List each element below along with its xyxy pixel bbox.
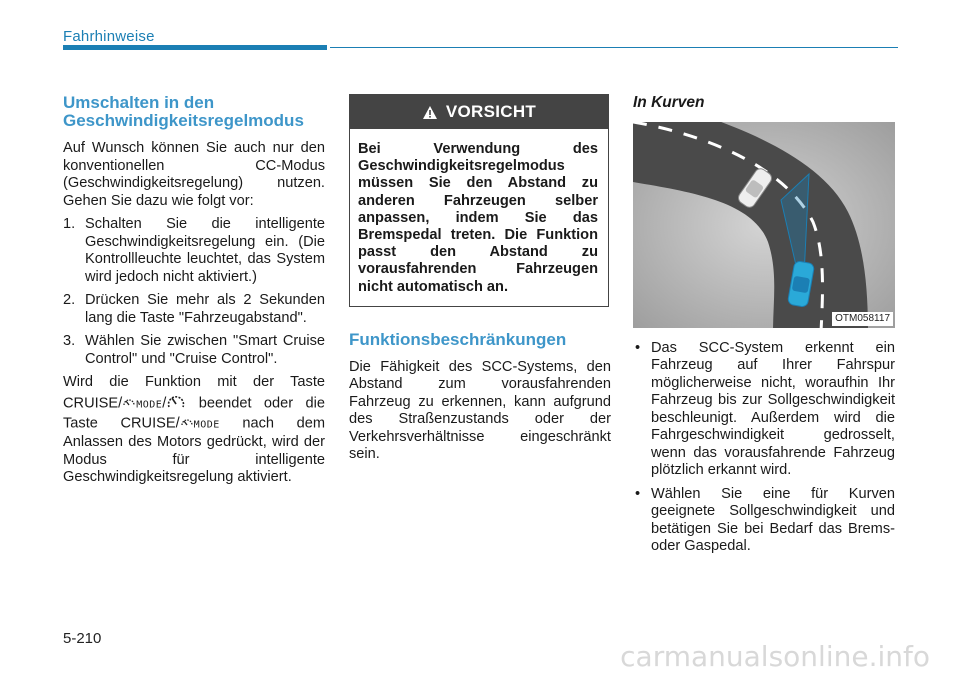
- caution-header: [350, 95, 608, 129]
- section-title-limitations: Funktionsbeschränkungen: [349, 329, 567, 349]
- step-text: Drücken Sie mehr als 2 Sekunden lang die Taste "Fahrzeugabstand".: [85, 292, 325, 326]
- list-item: [633, 340, 895, 480]
- page-number: 5-210: [63, 630, 102, 647]
- step-number: 3.: [63, 333, 76, 349]
- caution-box: [349, 94, 609, 307]
- limitations-paragraph: Die Fähigkeit des SCC-Systems, den Abstand zum vorausfahrenden Fahrzeug zu erkennen, kann aufgrund des Straßenzustands oder der Verkehrsverhältnisse eingeschränkt sein.: [349, 358, 611, 463]
- list-item: [63, 333, 325, 368]
- section-title-mode-switch: Umschalten in den Geschwindigkeitsregelmodus: [63, 93, 304, 130]
- bullet-text: Wählen Sie eine für Kurven geeignete Sollgeschwindigkeit und betätigen Sie bei Bedarf das Brems- oder Gaspedal.: [651, 485, 895, 554]
- curve-illustration: [633, 122, 895, 328]
- mode-paragraph-part-a: Wird die Funktion mit der Taste CRUISE/: [63, 374, 325, 412]
- column-right: [633, 94, 895, 562]
- step-number: 1.: [63, 216, 76, 232]
- subheading-curves: In Kurven: [633, 94, 705, 111]
- mode-paragraph: [63, 374, 325, 487]
- list-item: [63, 216, 325, 286]
- warning-triangle-icon: [422, 105, 438, 120]
- intro-paragraph: Auf Wunsch können Sie auch nur den konventionellen CC-Modus (Geschwindigkeitsregelung) nutzen. Gehen Sie dazu wie folgt vor:: [63, 140, 325, 209]
- speedometer-small-icon: [180, 415, 194, 433]
- caution-text: Bei Verwendung des Geschwindigkeitsregelmodus müssen Sie den Abstand zu anderen Fahrzeugen selber anpassen, indem Sie das Bremspedal treten. Die Funktion passt den Abstand zu vorausfahrenden Fahrzeugen nicht automatisch an.: [358, 141, 598, 295]
- bullet-text: Das SCC-System erkennt ein Fahrzeug auf Ihrer Fahrspur möglicherweise nicht, woraufhin Ihr Fahrzeug bis zur Sollgeschwindigkeit beschleunigt. Außerdem wird die Fahrgeschwindigkeit gedrosselt, wenn das vorausfahrende Fahrzeug plötzlich erkannt wird.: [651, 339, 895, 478]
- list-item: [633, 486, 895, 556]
- column-left: [63, 94, 325, 493]
- mode-slash: /: [162, 395, 167, 412]
- curve-road-drawing: [633, 122, 895, 328]
- figure-code: OTM058117: [832, 312, 893, 326]
- column-middle: [349, 94, 611, 470]
- watermark: carmanualsonline.info: [620, 640, 930, 673]
- speedometer-small-icon: [122, 395, 136, 413]
- mode-label: MODE: [136, 399, 163, 411]
- section-header: Fahrhinweise: [63, 28, 155, 45]
- mode-label: MODE: [193, 419, 220, 431]
- bullet-mark: •: [635, 485, 641, 502]
- header-rule-thick: [63, 45, 327, 50]
- bullet-mark: •: [635, 339, 641, 356]
- caution-title: VORSICHT: [445, 102, 537, 122]
- speedometer-large-icon: [166, 392, 186, 416]
- header-rule-thin: [330, 47, 898, 48]
- step-text: Wählen Sie zwischen "Smart Cruise Control" und "Cruise Control".: [85, 333, 325, 367]
- list-item: [63, 292, 325, 327]
- step-number: 2.: [63, 292, 76, 308]
- step-text: Schalten Sie die intelligente Geschwindigkeitsregelung ein. (Die Kontrollleuchte leuchtet, das System wird jedoch nicht aktiviert.): [85, 216, 325, 285]
- mode-paragraph-part-c: nach dem Anlassen des Motors gedrückt, wird der Modus für intelligente Geschwindigkeitsregelung aktiviert.: [63, 415, 325, 486]
- mode-paragraph-part-b: beendet oder die Taste CRUISE/: [63, 395, 325, 432]
